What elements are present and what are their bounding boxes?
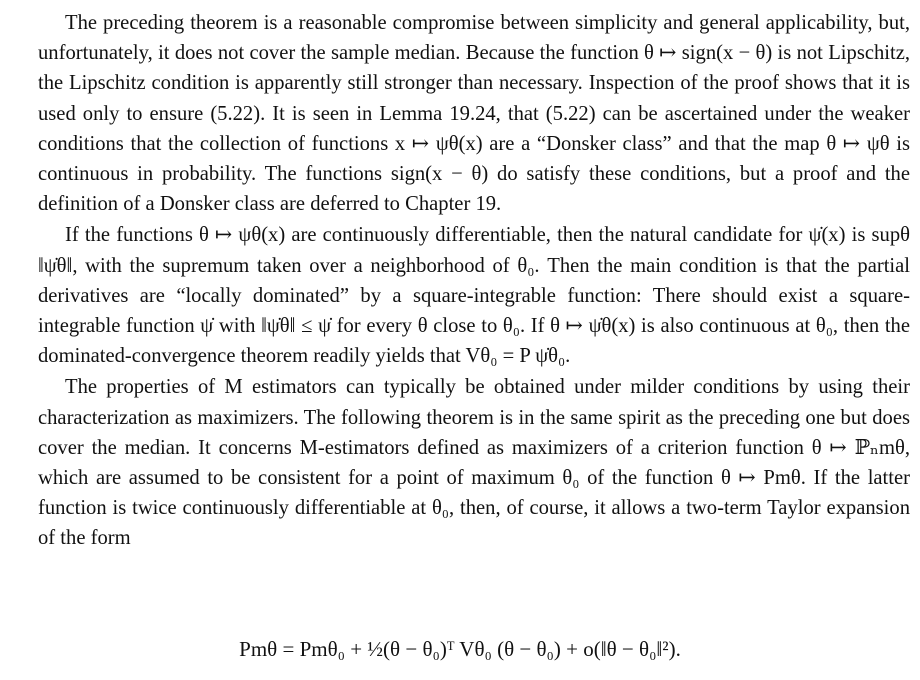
paragraph-2: If the functions θ ↦ ψθ(x) are continuously differentiable, then the natural candidate for ψ̇(x) is supθ ‖ψ̇θ‖, with the supremum taken over a neighborhood of θ₀. Then the main condition is that the partial derivatives are “locally dominated” by a square-integrable function: There should exist a square-integrable function ψ̇ with ‖ψ̇θ‖ ≤ ψ̇ for every θ close to θ₀. If θ ↦ ψ̇θ(x) is also continuous at θ₀, then the dominated-convergence theorem readily yields that Vθ₀ = P ψ̇θ₀. (38, 224, 910, 368)
paragraph-3: The properties of M estimators can typically be obtained under milder conditions by using their characterization as maximizers. The following theorem is in the same spirit as the preceding one but does cover the median. It concerns M-estimators defined as maximizers of a criterion function θ ↦ ℙₙmθ, which are assumed to be consistent for a point of maximum θ₀ of the function θ ↦ Pmθ. If the latter function is twice continuously differentiable at θ₀, then, of course, it allows a two-term Taylor expansion of the form (38, 376, 910, 550)
paragraph-1: The preceding theorem is a reasonable compromise between simplicity and general applicability, but, unfortunately, it does not cover the sample median. Because the function θ ↦ sign(x − θ) is not Lipschitz, the Lipschitz condition is apparently still stronger than necessary. Inspection of the proof shows that it is used only to ensure (5.22). It is seen in Lemma 19.24, that (5.22) can be ascertained under the weaker conditions that the collection of functions x ↦ ψθ(x) are a “Donsker class” and that the map θ ↦ ψθ is continuous in probability. The functions sign(x − θ) do satisfy these conditions, but a proof and the definition of a Donsker class are deferred to Chapter 19. (38, 12, 910, 216)
page-body (38, 8, 910, 554)
display-equation: Pmθ = Pmθ₀ + ½(θ − θ₀)ᵀ Vθ₀ (θ − θ₀) + o(‖θ − θ₀‖²). (239, 637, 681, 661)
